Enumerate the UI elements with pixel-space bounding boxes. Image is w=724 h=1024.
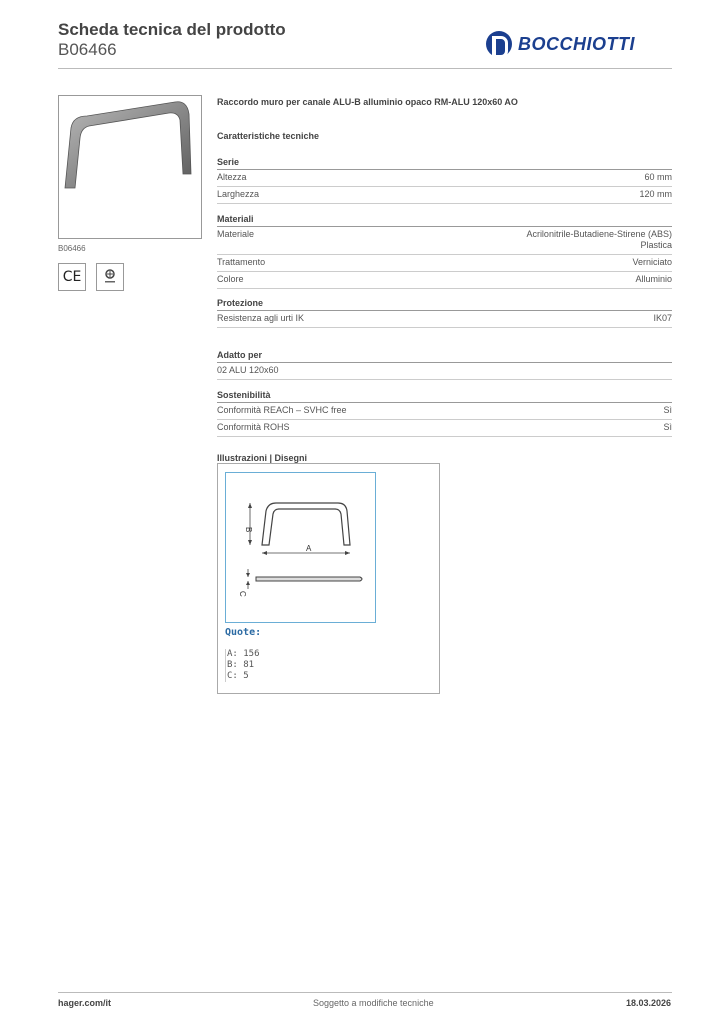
quote-label: Quote: bbox=[225, 627, 262, 638]
spec-label: Larghezza bbox=[217, 189, 260, 199]
spec-label: Altezza bbox=[217, 172, 247, 182]
brand-logo-icon bbox=[486, 31, 512, 57]
footer-site-link[interactable]: hager.com/it bbox=[58, 998, 112, 1008]
section-serie bbox=[217, 157, 672, 204]
section-heading: Sostenibilità bbox=[217, 390, 271, 400]
spec-value-line: Acrilonitrile-Butadiene-Stirene (ABS) bbox=[526, 229, 672, 239]
spec-value: IK07 bbox=[653, 313, 672, 323]
product-details bbox=[217, 95, 672, 463]
quote-values bbox=[225, 649, 260, 682]
spec-row bbox=[217, 187, 672, 204]
illustrations-heading: Illustrazioni | Disegni bbox=[217, 453, 308, 463]
spec-label: Conformità ROHS bbox=[217, 422, 290, 432]
quote-value: C: 5 bbox=[227, 671, 249, 681]
brand-logo-text: BOCCHIOTTI bbox=[518, 33, 635, 54]
characteristics-heading: Caratteristiche tecniche bbox=[217, 131, 320, 141]
page-title: Scheda tecnica del prodotto bbox=[58, 20, 286, 39]
product-photo-image bbox=[59, 96, 201, 238]
spec-row bbox=[217, 255, 672, 272]
section-heading: Adatto per bbox=[217, 350, 262, 360]
spec-row bbox=[217, 403, 672, 420]
dimension-label-b: B bbox=[244, 527, 253, 533]
spec-label: Materiale bbox=[217, 229, 255, 239]
photo-caption: B06466 bbox=[58, 244, 86, 253]
header-divider bbox=[58, 68, 672, 69]
spec-row bbox=[217, 272, 672, 289]
section-heading: Protezione bbox=[217, 298, 264, 308]
spec-row bbox=[217, 311, 672, 328]
section-heading: Materiali bbox=[217, 214, 254, 224]
product-photo bbox=[58, 95, 202, 239]
dimension-label-c: C bbox=[238, 591, 247, 597]
section-sostenibilita bbox=[217, 390, 672, 437]
spec-value: Alluminio bbox=[635, 274, 672, 284]
product-name: Raccordo muro per canale ALU-B alluminio opaco RM-ALU 120x60 AO bbox=[217, 97, 518, 107]
ce-mark-icon: CE bbox=[58, 263, 86, 291]
spec-value bbox=[526, 229, 672, 251]
spec-value-line: Plastica bbox=[640, 240, 672, 250]
footer-divider bbox=[58, 992, 672, 993]
spec-row bbox=[217, 363, 672, 380]
spec-label: Conformità REACh – SVHC free bbox=[217, 405, 347, 415]
spec-value: 60 mm bbox=[644, 172, 672, 182]
technical-drawing bbox=[225, 472, 376, 623]
quote-value: A: 156 bbox=[227, 649, 260, 659]
footer-note: Soggetto a modifiche tecniche bbox=[313, 998, 434, 1008]
spec-value: Sì bbox=[663, 405, 672, 415]
spec-row bbox=[217, 227, 672, 255]
spec-label: 02 ALU 120x60 bbox=[217, 365, 279, 375]
spec-label: Resistenza agli urti IK bbox=[217, 313, 305, 323]
spec-label: Trattamento bbox=[217, 257, 266, 267]
section-materiali bbox=[217, 214, 672, 289]
spec-row bbox=[217, 420, 672, 437]
section-adatto-per bbox=[217, 350, 672, 380]
footer-date: 18.03.2026 bbox=[626, 998, 672, 1008]
spec-value: 120 mm bbox=[639, 189, 672, 199]
technical-drawing-panel bbox=[217, 463, 440, 694]
spec-value: Sì bbox=[663, 422, 672, 432]
product-code: B06466 bbox=[58, 40, 117, 59]
dimension-label-a: A bbox=[306, 544, 312, 553]
certification-icon bbox=[96, 263, 124, 291]
quote-value: B: 81 bbox=[227, 660, 255, 670]
brand-logo bbox=[486, 30, 635, 58]
spec-value: Verniciato bbox=[632, 257, 672, 267]
section-protezione bbox=[217, 298, 672, 328]
spec-row bbox=[217, 170, 672, 187]
spec-label: Colore bbox=[217, 274, 244, 284]
section-heading: Serie bbox=[217, 157, 240, 167]
